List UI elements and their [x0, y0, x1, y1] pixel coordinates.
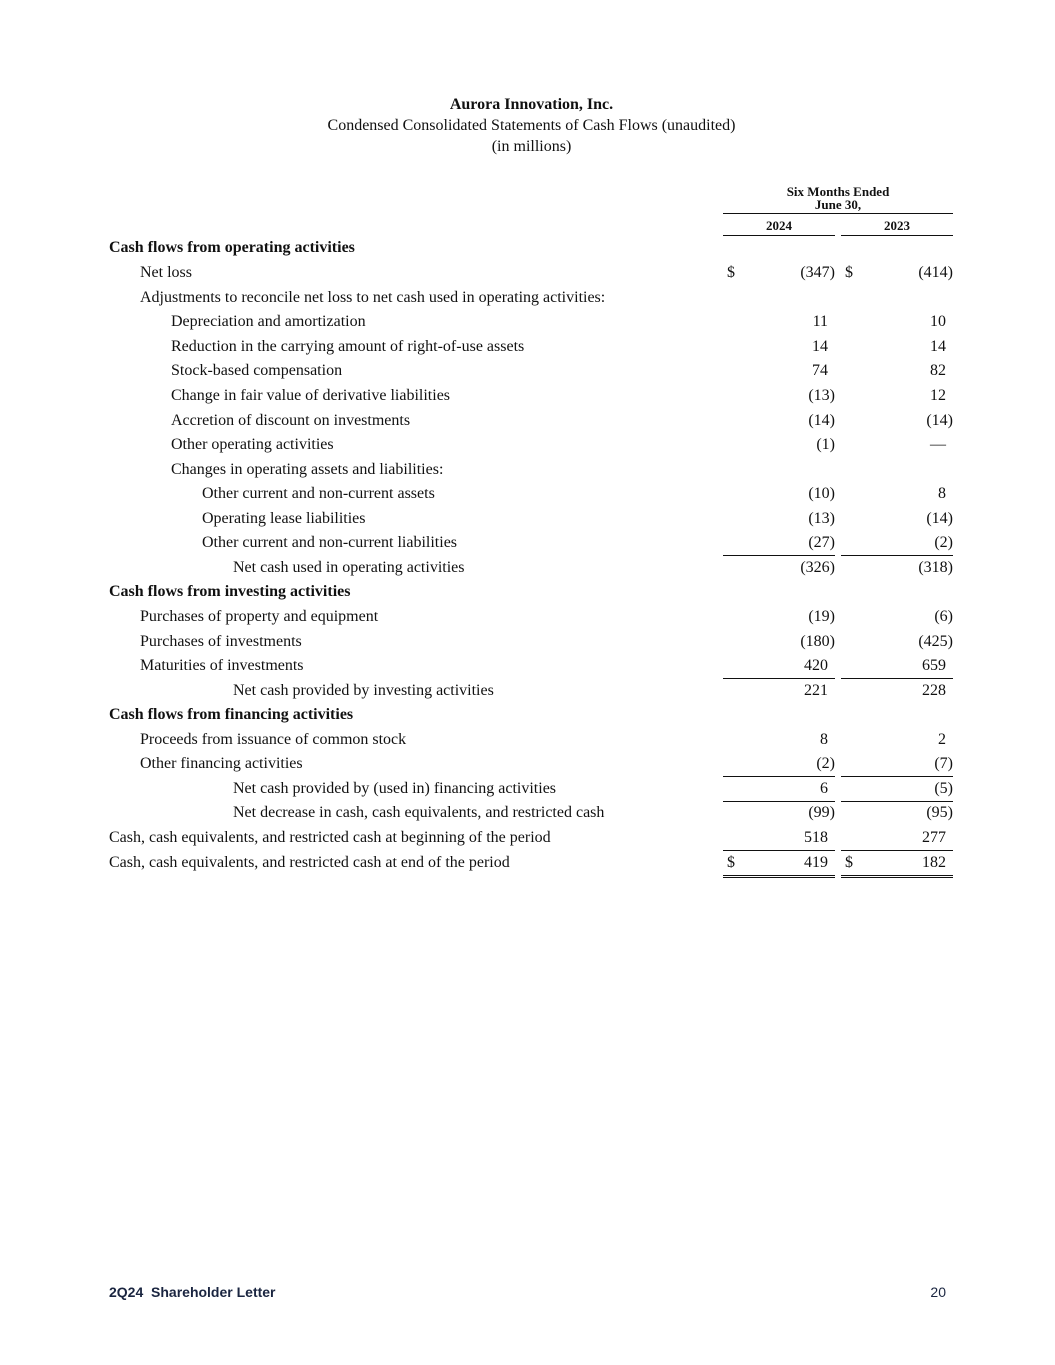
value-2023: 8: [938, 485, 946, 502]
row-label: Cash, cash equivalents, and restricted cash at beginning of the period: [109, 829, 551, 846]
row-label: Net loss: [140, 264, 192, 281]
value-2024: 8: [820, 731, 828, 748]
page-number: 20: [930, 1284, 946, 1300]
table-row: [0, 335, 1055, 360]
value-2023: (95): [926, 804, 953, 821]
table-row: [0, 752, 1055, 777]
value-2024: (13): [808, 510, 835, 527]
row-label: Accretion of discount on investments: [171, 412, 411, 429]
value-2023: (2): [841, 531, 953, 556]
table-row: [0, 482, 1055, 507]
value-2024: (13): [808, 387, 835, 404]
row-label: Proceeds from issuance of common stock: [140, 731, 407, 748]
row-label: Other current and non-current assets: [202, 485, 435, 502]
value-2024: 6: [723, 777, 835, 802]
row-label: Cash, cash equivalents, and restricted cash at end of the period: [109, 854, 510, 871]
units-note: (in millions): [491, 138, 572, 155]
value-2024: (14): [808, 412, 835, 429]
table-row: [0, 654, 1055, 679]
value-2024: 518: [723, 826, 835, 851]
value-2023: 2: [938, 731, 946, 748]
value-2023: 277: [841, 826, 953, 851]
row-label: Other operating activities: [171, 436, 334, 453]
value-2024: (2): [723, 752, 835, 777]
row-label: Net decrease in cash, cash equivalents, and restricted cash: [233, 804, 605, 821]
value-2023: (318): [918, 559, 953, 576]
table-row: [0, 409, 1055, 434]
row-label: Changes in operating assets and liabilities:: [171, 461, 444, 478]
year-2023-header: 2023: [841, 219, 953, 236]
value-2024: (1): [816, 436, 835, 453]
table-row: [0, 630, 1055, 655]
value-2023: (6): [934, 608, 953, 625]
value-2023: —: [930, 436, 946, 453]
value-2024: 74: [812, 362, 828, 379]
value-2024: $ 419: [723, 851, 835, 878]
value-2023: 14: [930, 338, 946, 355]
row-label: Adjustments to reconcile net loss to net cash used in operating activities:: [140, 289, 606, 306]
row-label: Stock-based compensation: [171, 362, 343, 379]
table-row: [0, 384, 1055, 409]
value-2024: 14: [812, 338, 828, 355]
subheading: [0, 458, 1055, 483]
value-2023: 82: [930, 362, 946, 379]
value-2023: 10: [930, 313, 946, 330]
value-2024: (180): [800, 633, 835, 650]
row-label: Cash flows from financing activities: [109, 706, 354, 723]
footer-title: 2Q24 Shareholder Letter: [109, 1284, 276, 1300]
section-heading: [0, 236, 1055, 261]
value-2023: $ 182: [841, 851, 953, 878]
value-2024: 11: [812, 313, 828, 330]
value-2024: $ (347): [723, 261, 835, 285]
table-row: [0, 531, 1055, 556]
period-header: [723, 185, 953, 214]
table-row: [0, 310, 1055, 335]
value-2023: (7): [841, 752, 953, 777]
section-heading: [0, 703, 1055, 728]
row-label: Other current and non-current liabilities: [202, 534, 458, 551]
value-2023: 659: [841, 654, 953, 679]
table-row: [0, 826, 1055, 851]
row-label: Purchases of investments: [140, 633, 302, 650]
row-label: Maturities of investments: [140, 657, 304, 674]
row-label: Cash flows from investing activities: [109, 583, 351, 600]
value-2024: (27): [723, 531, 835, 556]
row-label: Purchases of property and equipment: [140, 608, 379, 625]
row-label: Reduction in the carrying amount of right-of-use assets: [171, 338, 525, 355]
value-2024: (326): [800, 559, 835, 576]
table-row: [0, 507, 1055, 532]
value-2023: $ (414): [841, 261, 953, 285]
subtotal-row: [0, 679, 1055, 704]
total-row: [0, 851, 1055, 876]
value-2023: 228: [922, 682, 946, 699]
currency-symbol: $: [727, 854, 735, 871]
value-2023: (425): [918, 633, 953, 650]
year-2024-header: 2024: [723, 219, 835, 236]
value-2024: (10): [808, 485, 835, 502]
company-name: Aurora Innovation, Inc.: [449, 96, 614, 113]
subheading: [0, 286, 1055, 311]
currency-symbol: $: [845, 264, 853, 281]
subtotal-row: [0, 777, 1055, 802]
value-2023: (5): [841, 777, 953, 802]
row-label: Net cash provided by (used in) financing activities: [233, 780, 557, 797]
subtotal-row: [0, 556, 1055, 581]
table-row: [0, 433, 1055, 458]
subtotal-row: [0, 801, 1055, 826]
table-row: [0, 261, 1055, 286]
value-2024: 221: [804, 682, 828, 699]
period-line-1: Six Months Ended: [786, 184, 890, 199]
statement-title: Condensed Consolidated Statements of Cash Flows (unaudited): [327, 117, 736, 134]
row-label: Other financing activities: [140, 755, 303, 772]
period-line-2: June 30,: [814, 197, 862, 212]
value-2023: (14): [926, 412, 953, 429]
table-row: [0, 605, 1055, 630]
value-2024: 420: [723, 654, 835, 679]
currency-symbol: $: [845, 854, 853, 871]
currency-symbol: $: [727, 264, 735, 281]
value-2024: (19): [808, 608, 835, 625]
value-2024: (99): [808, 804, 835, 821]
row-label: Change in fair value of derivative liabilities: [171, 387, 451, 404]
row-label: Operating lease liabilities: [202, 510, 366, 527]
value-2023: 12: [930, 387, 946, 404]
row-label: Cash flows from operating activities: [109, 239, 355, 256]
row-label: Net cash used in operating activities: [233, 559, 465, 576]
row-label: Net cash provided by investing activities: [233, 682, 494, 699]
table-row: [0, 359, 1055, 384]
row-label: Depreciation and amortization: [171, 313, 366, 330]
table-row: [0, 728, 1055, 753]
section-heading: [0, 580, 1055, 605]
value-2023: (14): [926, 510, 953, 527]
